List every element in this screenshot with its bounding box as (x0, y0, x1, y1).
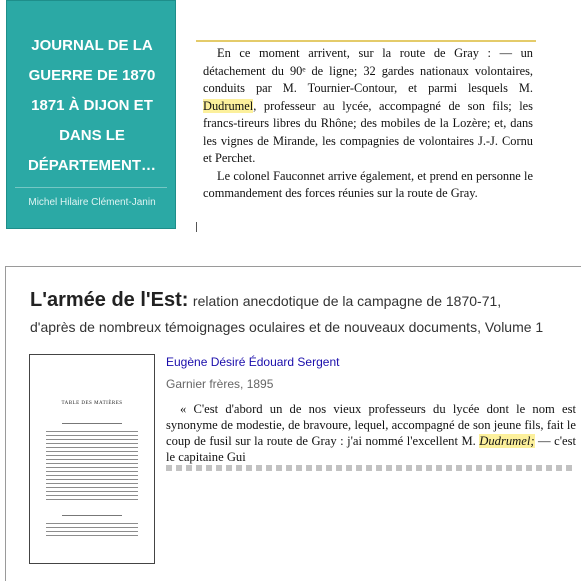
book-publisher: Garnier frères, 1895 (166, 377, 274, 391)
thumbnail-text-line (46, 451, 138, 452)
snippet-text-part: « C'est d'abord un de nos vieux professeurs du lycée dont le nom est synonyme de modestie, de bravoure, lequel, accompagné de son jeune fils, fait le coup de fusil sur la route de Gray : j'ai nommé l'excellent M. (166, 402, 576, 448)
cover-title-line: JOURNAL DE LA (31, 37, 153, 54)
thumbnail-text-line (62, 423, 122, 424)
thumbnail-text-line (46, 455, 138, 456)
thumbnail-text-line (46, 475, 138, 476)
thumbnail-text-line (46, 439, 138, 440)
snippet-cutoff-line (166, 465, 576, 471)
thumbnail-text-line (62, 515, 122, 516)
thumbnail-text-line (46, 499, 138, 500)
cover-title-line: GUERRE DE 1870 (28, 67, 156, 84)
thumbnail-text-line (46, 467, 138, 468)
thumbnail-text-line (46, 491, 138, 492)
book-result-panel (5, 266, 581, 581)
thumbnail-text-line (46, 443, 138, 444)
cover-title-line: DANS LE (59, 127, 125, 144)
snippet-paragraph (166, 401, 576, 465)
cover-author: Michel Hilaire Clément-Janin (28, 197, 156, 208)
scan-top-rule (196, 40, 536, 42)
highlighted-term: Dudrumel; (479, 434, 535, 448)
book-cover[interactable] (6, 0, 176, 229)
thumbnail-text-line (46, 447, 138, 448)
thumbnail-text-line (46, 531, 138, 532)
book-snippet (166, 401, 576, 465)
cover-title (7, 31, 177, 181)
thumbnail-text-line (46, 535, 138, 536)
book-title-row (30, 289, 581, 312)
scan-excerpt-1 (196, 40, 536, 230)
scan-paragraph-1 (203, 45, 533, 168)
cover-title-line: DÉPARTEMENT… (27, 157, 157, 174)
scan-text (203, 45, 533, 203)
thumbnail-text-line (46, 431, 138, 432)
book-thumbnail[interactable] (29, 354, 155, 564)
thumbnail-text-line (46, 527, 138, 528)
highlighted-term: Dudrumel (203, 98, 254, 113)
scan-text-part: En ce moment arrivent, sur la route de Gray : — un détachement du 90ᵉ de ligne; 32 gardes nationaux volontaires, conduits par M. Tournier-Contour, et parmi lesquels M. (203, 46, 533, 95)
thumbnail-text-line (46, 495, 138, 496)
thumbnail-text-line (46, 463, 138, 464)
thumbnail-text-line (46, 471, 138, 472)
thumbnail-text-line (46, 479, 138, 480)
snippet-text-part: — c'est le capitaine Gui (166, 434, 576, 464)
scan-paragraph-2: Le colonel Fauconnet arrive également, et prend en personne le commandement des forces réunies sur la route de Gray. (203, 168, 533, 200)
book-title[interactable]: L'armée de l'Est: (30, 289, 189, 311)
cover-title-line: 1871 À DIJON ET (31, 97, 153, 114)
thumbnail-text-line (46, 487, 138, 488)
thumbnail-text-line (46, 523, 138, 524)
scan-text-part: , professeur au lycée, accompagné de son fils; les francs-tireurs libres du Rhône; des mobiles de la Lozère; et, dans les vignes de Mirande, les compagnies de volontaires J.-J. Cornu et Perchet. (203, 98, 533, 165)
book-author-link[interactable]: Eugène Désiré Édouard Sergent (166, 355, 340, 369)
scan-margin-mark (196, 222, 197, 232)
thumbnail-heading: TABLE DES MATIÈRES (61, 401, 123, 406)
cover-divider (15, 187, 167, 188)
thumbnail-text-line (46, 435, 138, 436)
book-subtitle: relation anecdotique de la campagne de 1870-71, (192, 293, 502, 309)
thumbnail-text-line (46, 459, 138, 460)
thumbnail-text-line (46, 483, 138, 484)
book-subtitle-continued: d'après de nombreux témoignages oculaires et de nouveaux documents, Volume 1 (30, 319, 544, 335)
